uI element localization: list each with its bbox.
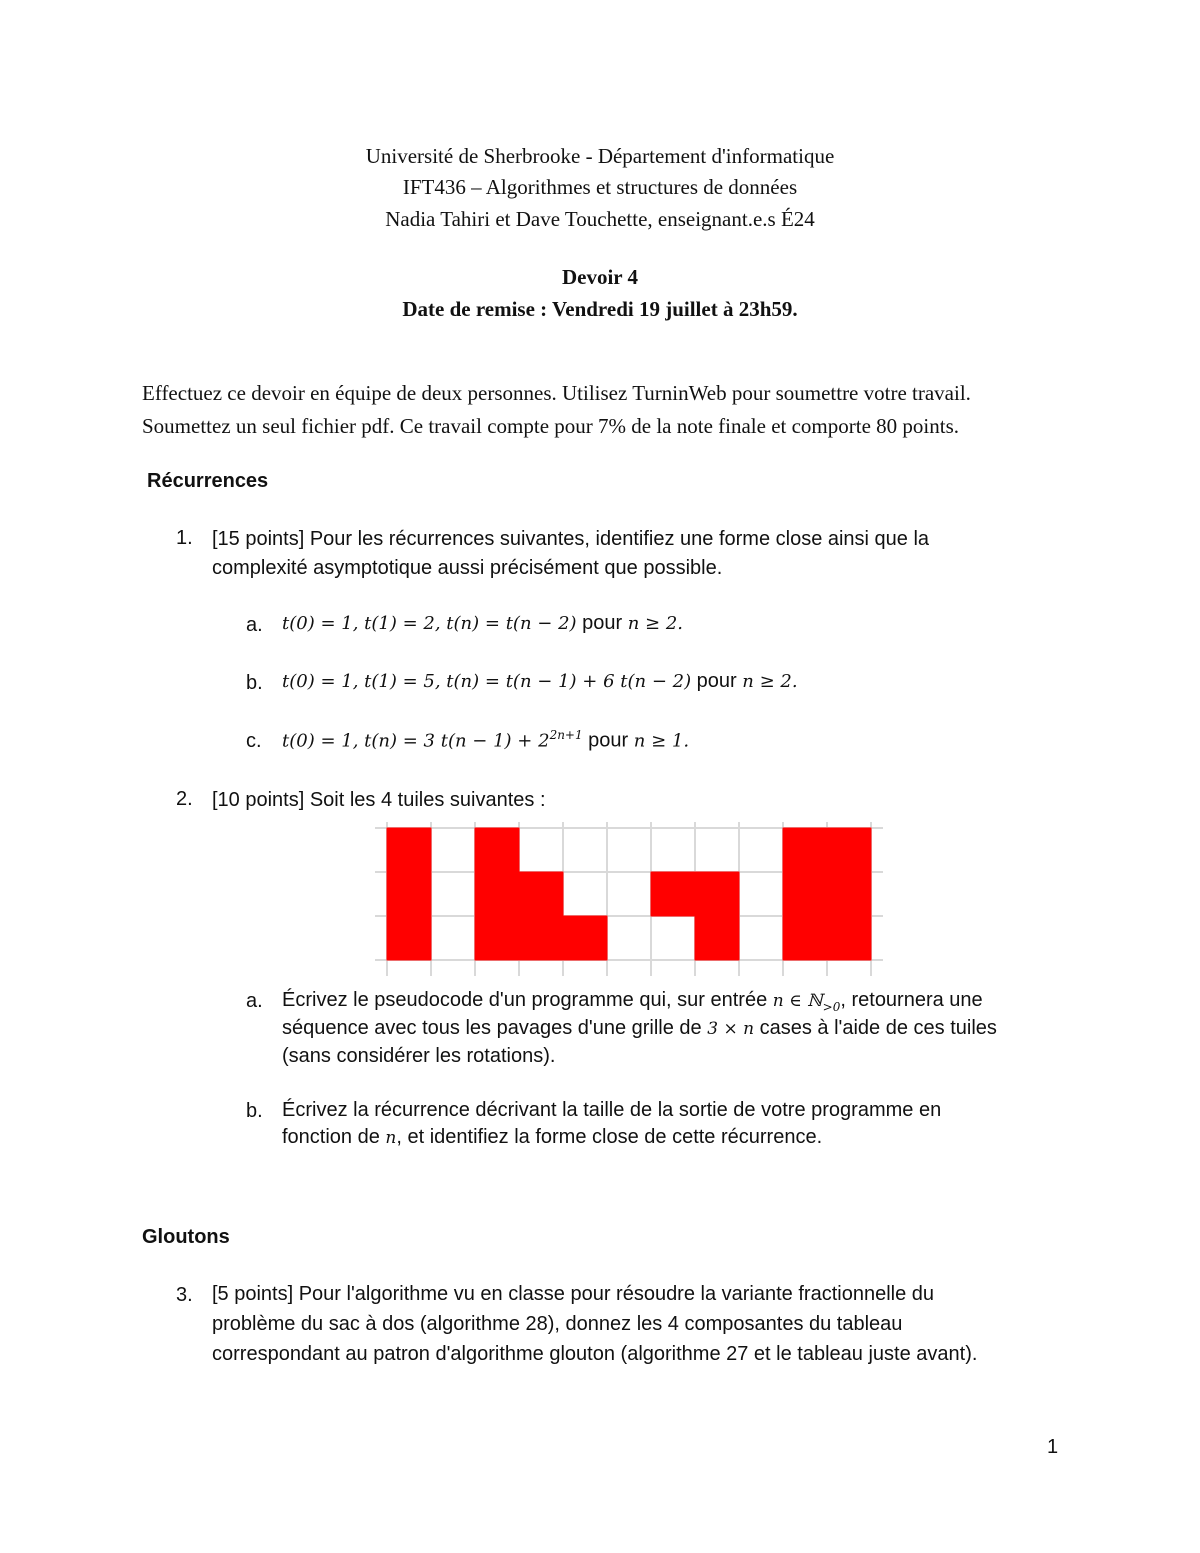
tile-cell [695, 916, 740, 961]
question-2-number: 2. [176, 788, 193, 810]
question-3-line-2: problème du sac à dos (algorithme 28), donnez les 4 composantes du tableau [212, 1313, 903, 1335]
q2-b-line2-pre: fonction de [282, 1126, 386, 1148]
q1-item-b-math: t(0) = 1, t(1) = 5, t(n) = t(n − 1) + 6 t(n − 2) [282, 671, 692, 692]
q2-item-a-line-2 [282, 1014, 997, 1043]
question-2-line-1: [10 points] Soit les 4 tuiles suivantes : [212, 789, 546, 811]
tile-cell [783, 872, 828, 917]
tile-cell [827, 872, 872, 917]
q1-item-a-label: a. [246, 614, 263, 636]
header-university: Université de Sherbrooke - Département d'informatique [365, 144, 835, 168]
q1-item-a-word: pour [576, 612, 628, 634]
intro-line-1: Effectuez ce devoir en équipe de deux personnes. Utilisez TurninWeb pour soumettre votre travail. [142, 381, 971, 405]
section-heading-gloutons: Gloutons [142, 1226, 230, 1248]
q1-item-c-word: pour [582, 729, 634, 752]
tile-2-staircase [475, 828, 608, 961]
tile-cell [783, 828, 828, 873]
q1-item-c-label: c. [246, 730, 262, 752]
question-1-line-1: [15 points] Pour les récurrences suivantes, identifiez une forme close ainsi que la [212, 528, 930, 550]
tile-cell [827, 828, 872, 873]
q2-a-text-post: , retournera une [840, 989, 983, 1011]
tile-cell [387, 828, 432, 873]
q1-item-a-condition: n ≥ 2. [627, 613, 684, 634]
tile-cell [651, 872, 696, 917]
q1-item-b-condition: n ≥ 2. [742, 671, 798, 692]
tile-cell [387, 916, 432, 961]
tile-1-vertical-bar [387, 828, 432, 961]
page-number: 1 [1047, 1436, 1059, 1458]
question-1-number: 1. [176, 527, 193, 549]
tile-cell [519, 872, 564, 917]
tile-cell [695, 872, 740, 917]
intro-line-2: Soumettez un seul fichier pdf. Ce travail compte pour 7% de la note finale et comporte 80 points. [142, 414, 960, 438]
tile-cell [783, 916, 828, 961]
q2-item-b-line-1: Écrivez la récurrence décrivant la taille de la sortie de votre programme en [282, 1099, 942, 1121]
q2-b-line2-post: , et identifiez la forme close de cette récurrence. [396, 1126, 823, 1148]
q1-item-c-condition: n ≥ 1. [633, 730, 690, 752]
question-3-number: 3. [176, 1284, 193, 1306]
q2-a-line2-pre: séquence avec tous les pavages d'une grille de [282, 1017, 708, 1039]
header-course: IFT436 – Algorithmes et structures de données [402, 175, 798, 199]
tile-cell [519, 916, 564, 961]
q2-a-line2-post: cases à l'aide de ces tuiles [754, 1017, 997, 1039]
q1-item-b-label: b. [246, 672, 263, 694]
tiles-fills [387, 828, 872, 961]
tile-cell [563, 916, 608, 961]
q2-item-a-label: a. [246, 990, 263, 1012]
tile-3-l-shape [651, 872, 740, 961]
assignment-title: Devoir 4 [561, 265, 638, 289]
q1-item-c-equation [282, 728, 689, 753]
question-1-line-2: complexité asymptotique aussi précisément que possible. [212, 557, 723, 579]
q2-a-math-grid-size: 3 × n [707, 1019, 755, 1039]
tile-cell [475, 916, 520, 961]
question-3-line-1: [5 points] Pour l'algorithme vu en classe pour résoudre la variante fractionnelle du [212, 1283, 935, 1305]
header-instructors: Nadia Tahiri et Dave Touchette, enseignant.e.s É24 [385, 207, 815, 231]
question-3-line-3: correspondant au patron d'algorithme glouton (algorithme 27 et le tableau juste avant). [212, 1343, 978, 1365]
q2-item-a-line-3: (sans considérer les rotations). [282, 1045, 556, 1067]
q2-a-text-pre: Écrivez le pseudocode d'un programme qui, sur entrée [282, 989, 773, 1011]
q2-item-b-line-2 [282, 1123, 822, 1152]
q1-item-a-math: t(0) = 1, t(1) = 2, t(n) = t(n − 2) [282, 613, 577, 634]
q1-item-c-math: t(0) = 1, t(n) = 3 t(n − 1) + 2 [282, 730, 550, 752]
tiles-figure [370, 818, 900, 978]
q1-item-c-exponent: 2n+1 [549, 728, 583, 742]
q1-item-b-word: pour [691, 670, 743, 692]
due-date: Date de remise : Vendredi 19 juillet à 23h59. [402, 297, 798, 321]
tile-cell [827, 916, 872, 961]
tile-cell [387, 872, 432, 917]
tile-cell [475, 872, 520, 917]
tile-4-square-block [783, 828, 872, 961]
q2-a-math-subscript: >0 [822, 1000, 841, 1014]
tile-cell [475, 828, 520, 873]
q2-a-math-n-in-N: n ∈ ℕ [772, 991, 823, 1011]
section-heading-recurrences: Récurrences [147, 470, 269, 492]
q2-b-math-n: n [385, 1128, 397, 1148]
q2-item-b-label: b. [246, 1100, 263, 1122]
q1-item-a-equation [282, 612, 683, 635]
q1-item-b-equation [282, 670, 798, 693]
